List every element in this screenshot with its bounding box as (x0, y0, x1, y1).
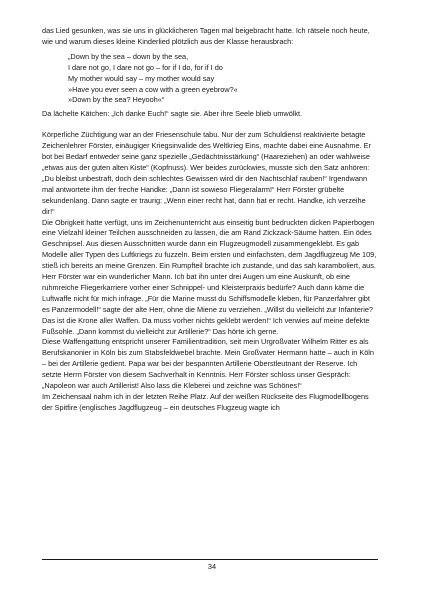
paragraph-intro: das Lied gesunken, was sie uns in glücklicheren Tagen mal beigebracht hatte. Ich rätsele noch heute, wie und warum dieses kleine Kinderlied plötzlich aus der Klasse herausbrach: (42, 26, 370, 46)
paragraph-drawing-room: Im Zeichensaal nahm ich in der letzten Reihe Platz. Auf der weißen Rückseite des Flugmodellbogens der Spitfire (englisches Jagdflugzeug – ein deutsches Flugzeug wagte ich (42, 392, 369, 412)
poem-line: My mother would say – my mother would say (68, 73, 215, 83)
section-gap (42, 120, 378, 130)
paragraph-after-poem: Da lächelte Kätchen: „Ich danke Euch!“ sagte sie. Aber ihre Seele blieb umwölkt. (42, 109, 303, 119)
poem-line: I dare not go, I dare not go – for if I do, for if I do (68, 62, 223, 72)
paragraph-model-airplane: Die Obrigkeit hatte verfügt, uns im Zeichenunterricht aus einseitig bunt bedruckten dicken Papierbogen eine Vielzahl kleiner Teilchen ausschneiden zu lassen, die am Rand Zickzack-Säume hatten. Ein ödes Geschnipsel. Aus diesen Ausschnitten wurde dann ein Flugzeugmodell zusammengeklebt. Es gab Modelle aller Typen des Luftkriegs zu fuzzeln. Beim ersten und einfachsten, dem Jagdflugzeug Me 109, stieß ich bereits an meine Grenzen. Ein Rumpfteil brachte ich zustande, und das sah karamboliert, aus. Herr Förster war ein wunderlicher Mann. Ich bat ihn unter drei Augen um eine Auskunft, ob eine ruhmreiche Fliegerkarriere vorher einer Schnippel- und Kleisterpraxis bedürfe? Auch dann käme die Luftwaffe nicht für mich infrage. „Für die Marine musst du Schiffsmodelle kleben, für Panzerfahrer gibt es Panzermodell!“ sagte der alte Herr, ohne die Miene zu verziehen. „Willst du vielleicht zur Infanterie? Das ist die Krone aller Waffen. Da muss vorher nichts geklebt werden!“ Ich verwies auf meine defekte Fußsohle. „Dann kommst du vielleicht zur Artillerie?“ Das hörte ich gerne. (42, 217, 377, 336)
paragraph-punishment: Körperliche Züchtigung war an der Friesenschule tabu. Nur der zum Schuldienst reaktivierte betagte Zeichenlehrer Förster, einäugiger Kriegsinvalide des Weltkrieg Eins, machte dabei eine Ausnahme. Er bot bei Bedarf entweder seine ganz spezielle „Gedächtnisstärkung“ (Haareziehen) an oder wahlweise „etwas aus der guten alten Kiste“ (Kopfnuss). Wer beides zurückwies, musste sich den Satz anhören: „Du bleibst unbestraft, doch dein schlechtes Gewissen wird dir den Nachtschlaf rauben!“ Irgendwann mal antwortete ihm der freche Handke: „Dann ist sowieso Fliegeralarm!“ Herr Förster grübelte sekundenlang. Dann sagte er traurig: „Wenn einer recht hat, dann hat er recht. Handke, ich verzeihe dir!“ (42, 130, 371, 216)
poem-line: »Have you ever seen a cow with a green eyebrow?« (68, 84, 238, 94)
poem-line: „Down by the sea – down by the sea, (68, 51, 189, 61)
page-number: 34 (207, 562, 217, 571)
poem-line: »Down by the sea? Heyooh«“ (68, 95, 165, 105)
book-page (42, 26, 378, 414)
poem-block (68, 52, 378, 107)
paragraph-artillery: Diese Waffengattung entspricht unserer Familientradition, seit mein Urgroßvater Wilhelm Ritter es als Berufskanonier in Köln bis zum Stabsfeldwebel brachte. Mein Großvater Hermann hatte – auch in Köln – bei der Artillerie gedient. Papa war bei der bespannten Artillerie Oberstleutnant der Reserve. Ich setzte Herrn Förster von diesem Sachverhalt in Kenntnis. Herr Förster schloss unser Gespräch: „Napoleon war auch Artillerist! Also lass die Kleberei und zeichne was Schönes!“ (42, 337, 374, 391)
footer-divider (42, 559, 378, 560)
